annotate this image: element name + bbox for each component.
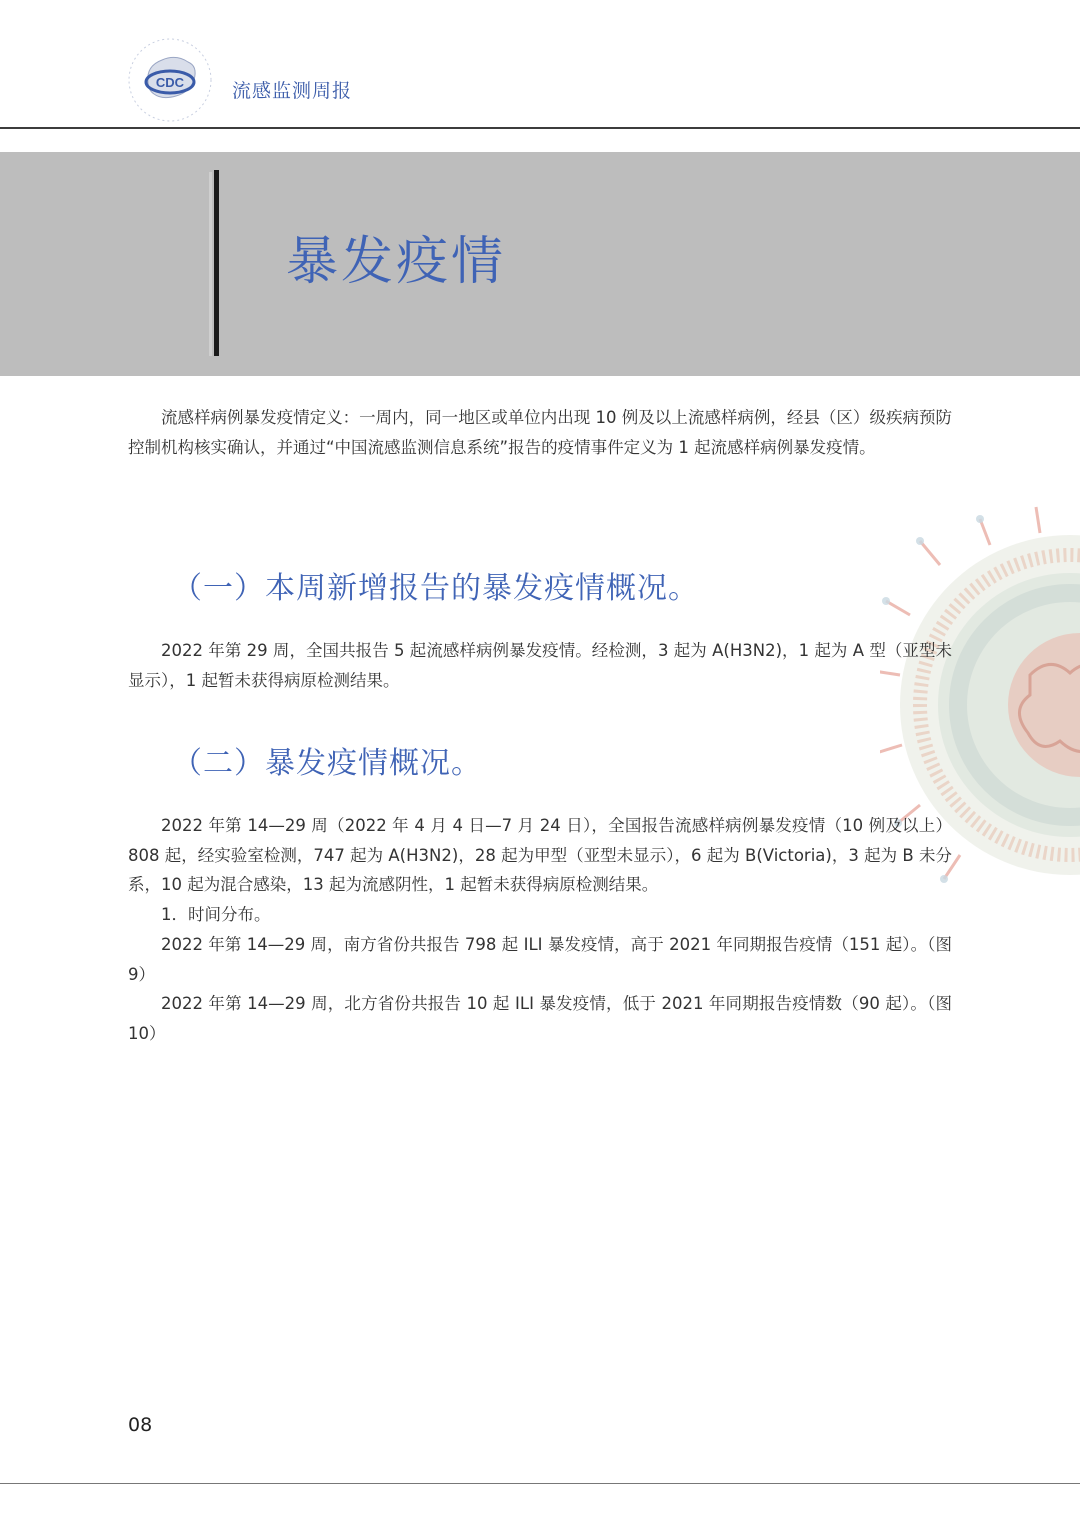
weekly-summary: 2022 年第 29 周，全国共报告 5 起流感样病例暴发疫情。经检测，3 起为 A(H3N2)，1 起为 A 型（亚型未显示），1 起暂未获得病原检测结果。 (128, 641, 952, 690)
banner-accent-line (209, 172, 212, 356)
report-series-title: 流感监测周报 (232, 80, 353, 102)
section-heading-weekly: （一）本周新增报告的暴发疫情概况。 (172, 571, 699, 606)
banner-title: 暴发疫情 (286, 232, 507, 292)
section-banner (0, 152, 1080, 376)
banner-accent-bar (214, 170, 219, 356)
north-provinces-summary: 2022 年第 14—29 周，北方省份共报告 10 起 ILI 暴发疫情，低于 2021 年同期报告疫情数（90 起）。（图 10） (128, 994, 952, 1043)
outbreak-definition: 流感样病例暴发疫情定义：一周内，同一地区或单位内出现 10 例及以上流感样病例，经县（区）级疾病预防控制机构核实确认，并通过“中国流感监测信息系统”报告的疫情事件定义为 1 起流感样病例暴发疫情。 (128, 408, 952, 457)
china-cdc-logo (126, 36, 214, 124)
footer-divider (0, 1483, 1080, 1484)
south-provinces-summary: 2022 年第 14—29 周，南方省份共报告 798 起 ILI 暴发疫情，高于 2021 年同期报告疫情（151 起）。（图 9） (128, 935, 952, 984)
section-heading-overview: （二）暴发疫情概况。 (172, 746, 482, 781)
page-header (0, 0, 1080, 130)
page-number: 08 (128, 1414, 153, 1436)
svg-text:CDC: CDC (155, 75, 185, 90)
time-distribution-heading: 1．时间分布。 (161, 905, 271, 924)
overview-summary: 2022 年第 14—29 周（2022 年 4 月 4 日—7 月 24 日），全国报告流感样病例暴发疫情（10 例及以上）808 起，经实验室检测，747 起为 A(H3N2)，28 起为甲型（亚型未显示），6 起为 B(Victoria)，3 起为 B 未分系，10 起为混合感染，13 起为流感阴性，1 起暂未获得病原检测结果。 (128, 816, 952, 894)
header-divider (0, 127, 1080, 129)
